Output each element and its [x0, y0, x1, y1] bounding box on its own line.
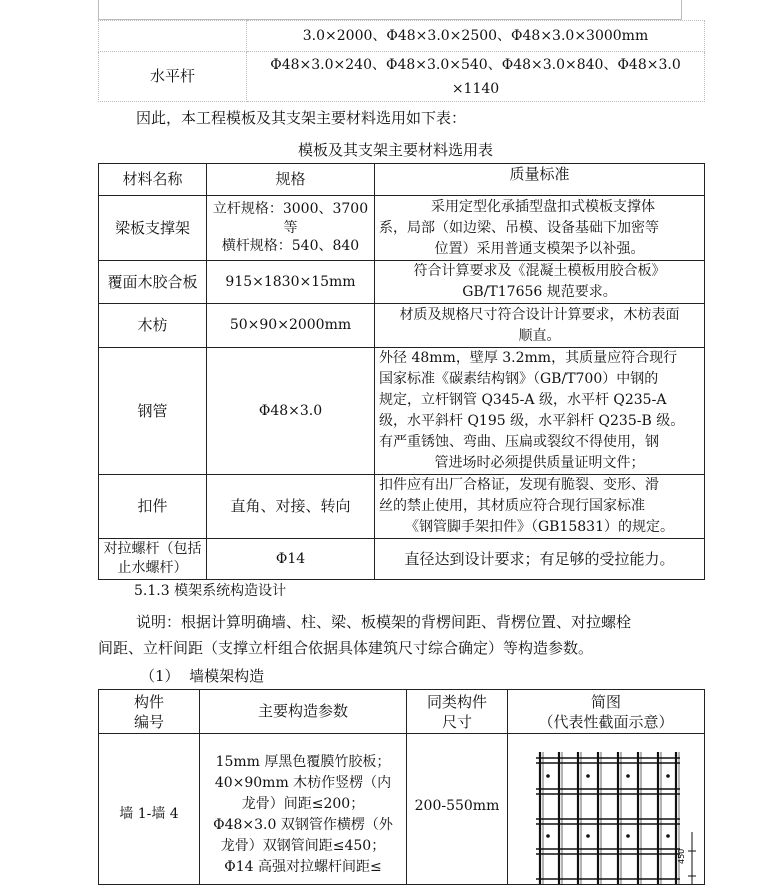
table-row	[99, 304, 705, 348]
wall-subheading: （1） 墙模架构造	[140, 667, 265, 685]
tie-bolt	[586, 774, 590, 778]
formwork-grid	[536, 752, 696, 884]
table-row	[99, 196, 705, 261]
dimension-label: 450	[677, 848, 686, 864]
horizontal-pole-name: 水平杆	[99, 52, 247, 102]
material-name: 梁板支撑架	[99, 196, 207, 261]
wall-header-row	[99, 690, 705, 734]
component-name: 墙 1-墙 4	[99, 734, 200, 885]
page-top-edge	[98, 0, 682, 20]
material-spec: 50×90×2000mm	[207, 304, 375, 348]
description-line-1: 说明：根据计算明确墙、柱、梁、板模架的背楞间距、背楞位置、对拉螺栓	[136, 613, 632, 631]
tie-bolt	[666, 834, 670, 838]
header-quality: 质量标准	[375, 164, 705, 196]
materials-table	[98, 163, 705, 580]
material-name: 扣件	[99, 475, 207, 539]
material-spec: 直角、对接、转向	[207, 475, 375, 539]
header-material-name: 材料名称	[99, 164, 207, 196]
tie-bolt	[546, 834, 550, 838]
material-quality: 外径 48mm，壁厚 3.2mm，其质量应符合现行 国家标准《碳素结构钢》（GB/T700）中钢的 规定，立杆钢管 Q345-A 级，水平杆 Q235-A 级，水平斜杆 Q195 级，水平斜杆 Q235-B 级。 有严重锈蚀、弯曲、压扁或裂纹不得使用，钢 管进场时必须提供质量证明文件；	[375, 348, 705, 475]
material-name: 木枋	[99, 304, 207, 348]
horizontal-pole-spec: Φ48×3.0×240、Φ48×3.0×540、Φ48×3.0×840、Φ48×3.0 ×1140	[247, 52, 705, 102]
pole-spec-cell: 3.0×2000、Φ48×3.0×2500、Φ48×3.0×3000mm	[247, 21, 705, 52]
table-row	[99, 475, 705, 539]
material-quality: 直径达到设计要求；有足够的受拉能力。	[375, 539, 705, 580]
component-params: 15mm 厚黑色覆膜竹胶板； 40×90mm 木枋作竖楞（内 龙骨）间距≤200； Φ48×3.0 双钢管作横楞（外 龙骨）双钢管间距≤450； Φ14 高强对拉螺杆间距≤	[200, 734, 407, 885]
table-row	[99, 348, 705, 475]
material-quality: 材质及规格尺寸符合设计计算要求，木枋表面 顺直。	[375, 304, 705, 348]
material-spec: 立杆规格：3000、3700 等 横杆规格：540、840	[207, 196, 375, 261]
pole-name-cell	[99, 21, 247, 52]
component-size: 200-550mm	[407, 734, 508, 885]
wall-formwork-table	[98, 689, 705, 885]
pole-spec-table	[98, 20, 705, 102]
header-sketch: 简图 （代表性截面示意）	[508, 690, 705, 734]
header-main-params: 主要构造参数	[200, 690, 407, 734]
intro-paragraph: 因此，本工程模板及其支架主要材料选用如下表：	[136, 109, 467, 127]
material-quality: 采用定型化承插型盘扣式模板支撑体 系，局部（如边梁、吊模、设备基础下加密等 位置）采用普通支模架予以补强。	[375, 196, 705, 261]
section-heading: 5.1.3 模架系统构造设计	[134, 583, 287, 599]
material-quality: 扣件应有出厂合格证，发现有脆裂、变形、滑 丝的禁止使用，其材质应符合现行国家标准 《钢管脚手架扣件》（GB15831）的规定。	[375, 475, 705, 539]
material-spec: Φ48×3.0	[207, 348, 375, 475]
tie-bolt	[666, 774, 670, 778]
materials-table-title: 模板及其支架主要材料选用表	[298, 141, 494, 159]
materials-header-row	[99, 164, 705, 196]
material-name: 对拉螺杆（包括止水螺杆）	[99, 539, 207, 580]
header-spec: 规格	[207, 164, 375, 196]
tie-bolt	[586, 834, 590, 838]
wall-section-sketch	[508, 734, 705, 885]
material-spec: Φ14	[207, 539, 375, 580]
tie-bolt	[626, 774, 630, 778]
description-line-2: 间距、立杆间距（支撑立杆组合依据具体建筑尺寸综合确定）等构造参数。	[98, 639, 594, 657]
material-spec: 915×1830×15mm	[207, 261, 375, 304]
header-component-id: 构件 编号	[99, 690, 200, 734]
table-row	[99, 261, 705, 304]
material-quality: 符合计算要求及《混凝土模板用胶合板》 GB/T17656 规范要求。	[375, 261, 705, 304]
formwork-sketch-svg	[508, 734, 705, 884]
tie-bolt	[546, 774, 550, 778]
header-similar-size: 同类构件 尺寸	[407, 690, 508, 734]
material-name: 钢管	[99, 348, 207, 475]
table-row	[99, 539, 705, 580]
material-name: 覆面木胶合板	[99, 261, 207, 304]
table-row	[99, 734, 705, 885]
tie-bolt	[626, 834, 630, 838]
